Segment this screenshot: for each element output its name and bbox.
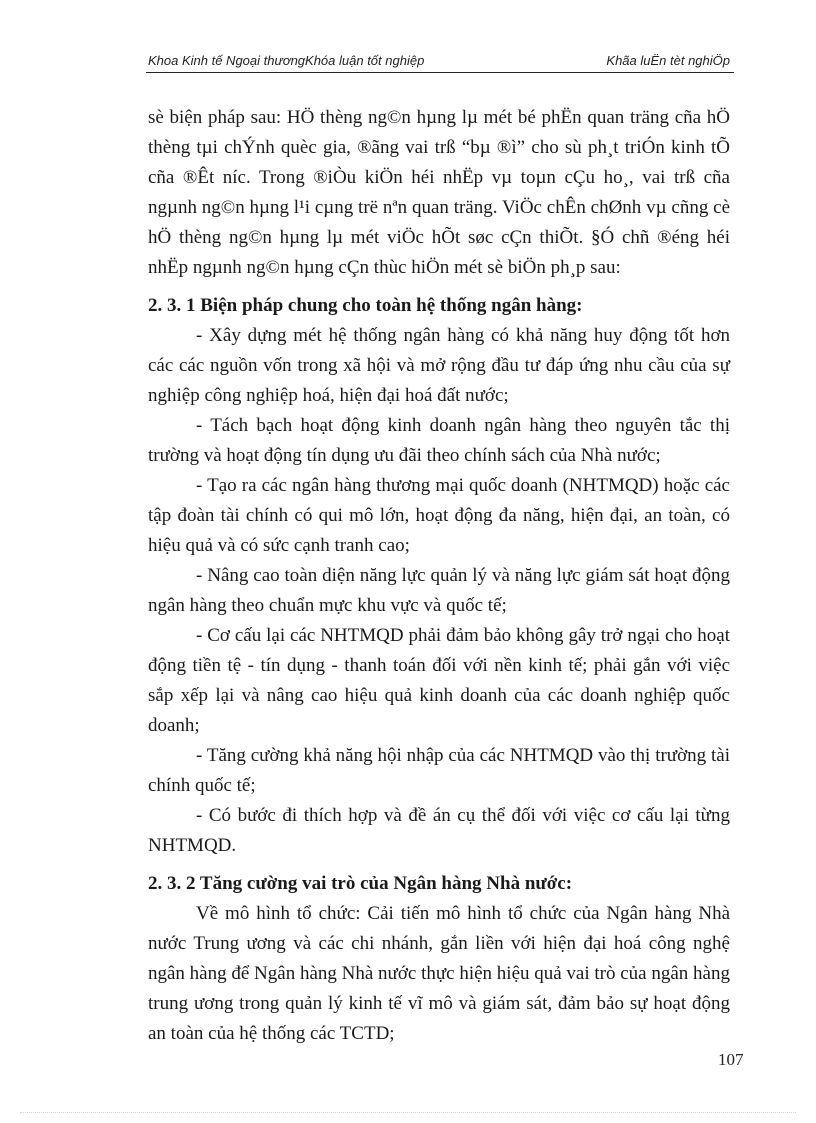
- list-item: - Nâng cao toàn diện năng lực quản lý và năng lực giám sát hoạt động ngân hàng theo chuẩn mực khu vực và quốc tế;: [148, 565, 730, 616]
- page-number: 107: [718, 1050, 744, 1069]
- footer-divider: [20, 1112, 796, 1113]
- section-heading-2-3-2: 2. 3. 2 Tăng cường vai trò của Ngân hàng Nhà nước:: [148, 873, 573, 894]
- section-paragraph: Về mô hình tổ chức: Cải tiến mô hình tổ chức của Ngân hàng Nhà nước Trung ương và các chi nhánh, gắn liền với hiện đại hoá công nghệ ngân hàng để Ngân hàng Nhà nước thực hiện hiệu quả vai trò của ngân hàng trung ương trong quản lý kinh tế vĩ mô và giám sát, đảm bảo sự hoạt động an toàn của hệ thống các TCTD;: [148, 903, 730, 1044]
- list-item: - Tăng cường khả năng hội nhập của các NHTMQD vào thị trường tài chính quốc tế;: [148, 745, 730, 796]
- list-item: - Cơ cấu lại các NHTMQD phải đảm bảo không gây trở ngại cho hoạt động tiền tệ - tín dụng - thanh toán đối với nền kinh tế; phải gắn với việc sắp xếp lại và nâng cao hiệu quả kinh doanh của các doanh nghiệp quốc doanh;: [148, 625, 730, 736]
- list-item: - Tách bạch hoạt động kinh doanh ngân hàng theo nguyên tắc thị trường và hoạt động tín dụng ưu đãi theo chính sách của Nhà nước;: [148, 415, 730, 466]
- intro-paragraph: sè biện pháp sau: HÖ thèng ng©n hµng lµ mét bé phËn quan träng cña hÖ thèng tµi chÝnh quèc gia, ®ãng vai trß “bµ ®ì” cho sù ph¸t triÓn kinh tÕ cña ®Êt níc. Trong ®iÒu kiÖn héi nhËp vµ toµn cÇu ho¸, vai trß cña ngµnh ng©n hµng l¹i cµng trë nªn quan träng. ViÖc chÊn chØnh vµ cñng cè hÖ thèng ng©n hµng lµ mét viÖc hÕt søc cÇn thiÕt. §Ó chñ ®éng héi nhËp ngµnh ng©n hµng cÇn thùc hiÖn mét sè biÖn ph¸p sau:: [148, 107, 730, 278]
- header-right-text: Khãa luËn tèt nghiÖp: [606, 53, 730, 68]
- running-header: [146, 50, 734, 73]
- section-heading-2-3-1: 2. 3. 1 Biện pháp chung cho toàn hệ thống ngân hàng:: [148, 295, 583, 316]
- list-item: - Có bước đi thích hợp và đề án cụ thể đối với việc cơ cấu lại từng NHTMQD.: [148, 805, 730, 856]
- list-item: - Tạo ra các ngân hàng thương mại quốc doanh (NHTMQD) hoặc các tập đoàn tài chính có qui mô lớn, hoạt động đa năng, hiện đại, an toàn, có hiệu quả và có sức cạnh tranh cao;: [148, 475, 730, 556]
- page-body: [148, 103, 730, 1049]
- header-left-text: Khoa Kinh tế Ngoại thươngKhóa luận tốt nghiệp: [148, 53, 425, 68]
- list-item: - Xây dựng mét hệ thống ngân hàng có khả năng huy động tốt hơn các các nguồn vốn trong xã hội và mở rộng đầu tư đáp ứng nhu cầu của sự nghiệp công nghiệp hoá, hiện đại hoá đất nước;: [148, 325, 730, 406]
